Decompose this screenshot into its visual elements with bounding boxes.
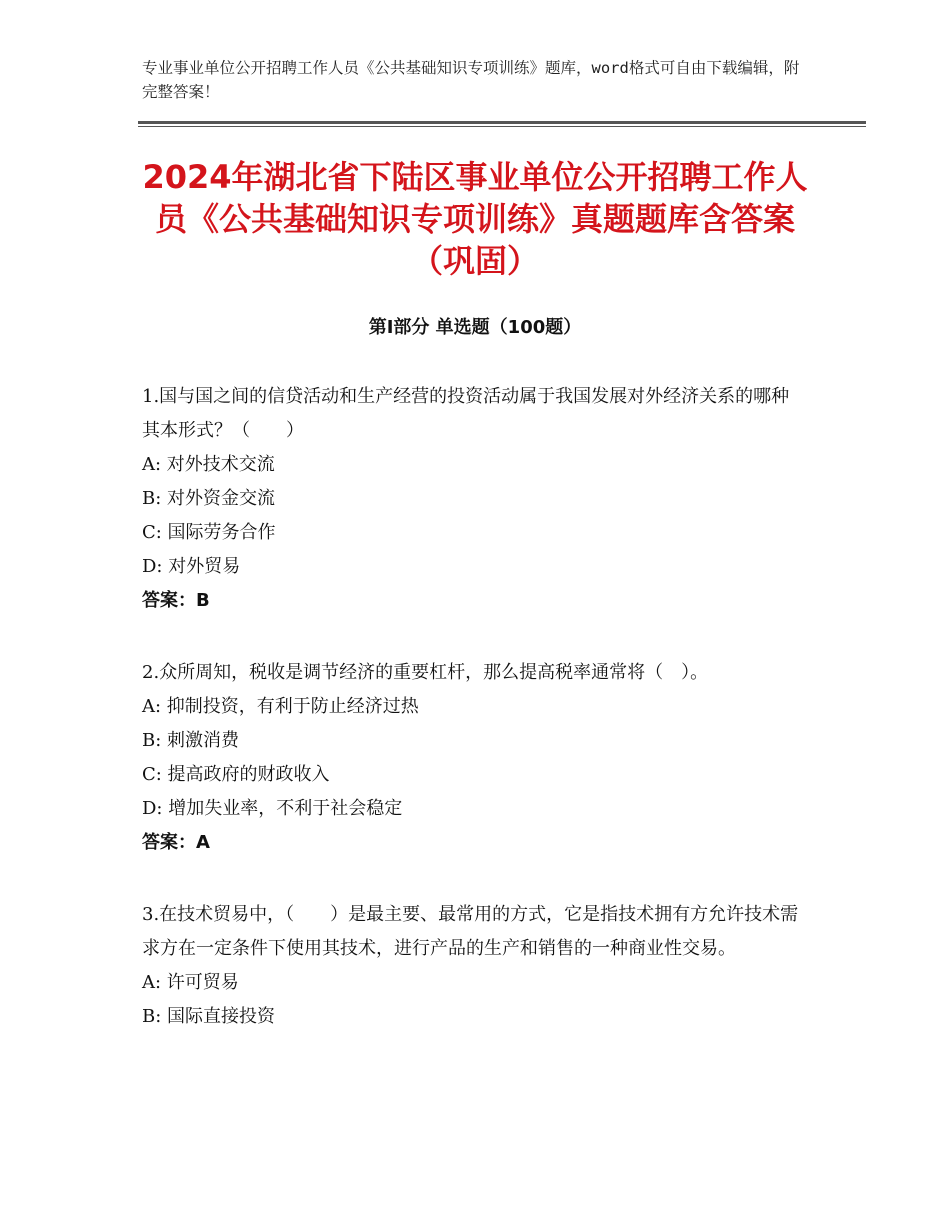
header-rule-thin (138, 126, 866, 127)
question-stem: 3.在技术贸易中，（ ）是最主要、最常用的方式，它是指技术拥有方允许技术需求方在一定条件下使用其技术，进行产品的生产和销售的一种商业性交易。 (142, 904, 799, 959)
answer: 答案：B (142, 590, 210, 611)
header-note: 专业事业单位公开招聘工作人员《公共基础知识专项训练》题库，word格式可自由下载编辑，附完整答案！ (142, 59, 800, 101)
option-a: A: 对外技术交流 (142, 454, 275, 475)
option-a: A: 抑制投资，有利于防止经济过热 (142, 696, 419, 717)
question-list (142, 380, 802, 1072)
question-2 (142, 656, 802, 860)
question-stem: 1.国与国之间的信贷活动和生产经营的投资活动属于我国发展对外经济关系的哪种其本形式？（ ） (142, 386, 790, 441)
option-b: B: 刺激消费 (142, 730, 240, 751)
option-c: C: 提高政府的财政收入 (142, 764, 330, 785)
answer: 答案：A (142, 832, 210, 853)
question-3 (142, 898, 802, 1034)
section-title: 第Ⅰ部分 单选题（100题） (368, 317, 582, 338)
header-rule-thick (138, 121, 866, 124)
question-1 (142, 380, 802, 618)
question-stem: 2.众所周知，税收是调节经济的重要杠杆，那么提高税率通常将（ ）。 (142, 662, 709, 683)
option-d: D: 增加失业率，不利于社会稳定 (142, 798, 403, 819)
document-title: 2024年湖北省下陆区事业单位公开招聘工作人员《公共基础知识专项训练》真题题库含答案（巩固） (142, 158, 808, 280)
option-b: B: 对外资金交流 (142, 488, 276, 509)
option-b: B: 国际直接投资 (142, 1006, 276, 1027)
option-a: A: 许可贸易 (142, 972, 239, 993)
option-c: C: 国际劳务合作 (142, 522, 276, 543)
option-d: D: 对外贸易 (142, 556, 241, 577)
